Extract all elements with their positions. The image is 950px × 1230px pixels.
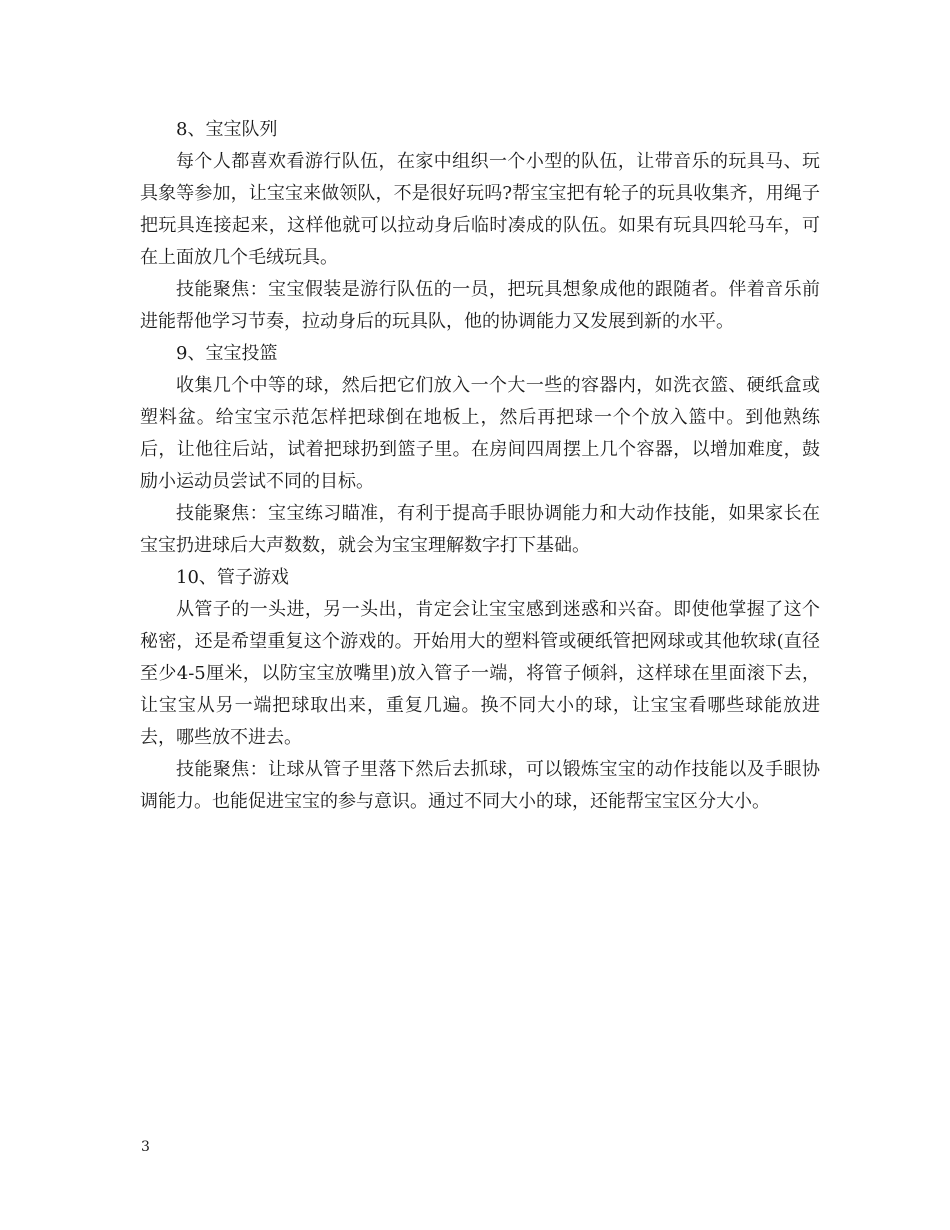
paragraph-baby-basketball-description: 收集几个中等的球，然后把它们放入一个大一些的容器内，如洗衣篮、硬纸盒或塑料盆。给宝宝示范怎样把球倒在地板上，然后再把球一个个放入篮中。到他熟练后，让他往后站，试着把球扔到篮子里。在房间四周摆上几个容器，以增加难度，鼓励小运动员尝试不同的目标。 [140,375,820,492]
document-body [140,114,820,818]
paragraph-baby-parade-skill-focus: 技能聚焦：宝宝假装是游行队伍的一员，把玩具想象成他的跟随者。伴着音乐前进能帮他学习节奏，拉动身后的玩具队，他的协调能力又发展到新的水平。 [140,279,820,332]
page-number: 3 [141,1139,150,1155]
heading-baby-basketball: 9、宝宝投篮 [176,343,278,364]
paragraph-tube-game-skill-focus: 技能聚焦：让球从管子里落下然后去抓球，可以锻炼宝宝的动作技能以及手眼协调能力。也能促进宝宝的参与意识。通过不同大小的球，还能帮宝宝区分大小。 [140,759,820,812]
paragraph-baby-parade-description: 每个人都喜欢看游行队伍，在家中组织一个小型的队伍，让带音乐的玩具马、玩具象等参加，让宝宝来做领队，不是很好玩吗?帮宝宝把有轮子的玩具收集齐，用绳子把玩具连接起来，这样他就可以拉动身后临时凑成的队伍。如果有玩具四轮马车，可在上面放几个毛绒玩具。 [140,151,820,268]
heading-baby-parade: 8、宝宝队列 [176,119,278,140]
paragraph-baby-basketball-skill-focus: 技能聚焦：宝宝练习瞄准，有利于提高手眼协调能力和大动作技能，如果家长在宝宝扔进球后大声数数，就会为宝宝理解数字打下基础。 [140,503,820,556]
heading-tube-game: 10、管子游戏 [176,567,289,588]
paragraph-tube-game-description: 从管子的一头进，另一头出，肯定会让宝宝感到迷惑和兴奋。即使他掌握了这个秘密，还是希望重复这个游戏的。开始用大的塑料管或硬纸管把网球或其他软球(直径至少4-5厘米，以防宝宝放嘴里)放入管子一端，将管子倾斜，这样球在里面滚下去，让宝宝从另一端把球取出来，重复几遍。换不同大小的球，让宝宝看哪些球能放进去，哪些放不进去。 [140,599,820,748]
